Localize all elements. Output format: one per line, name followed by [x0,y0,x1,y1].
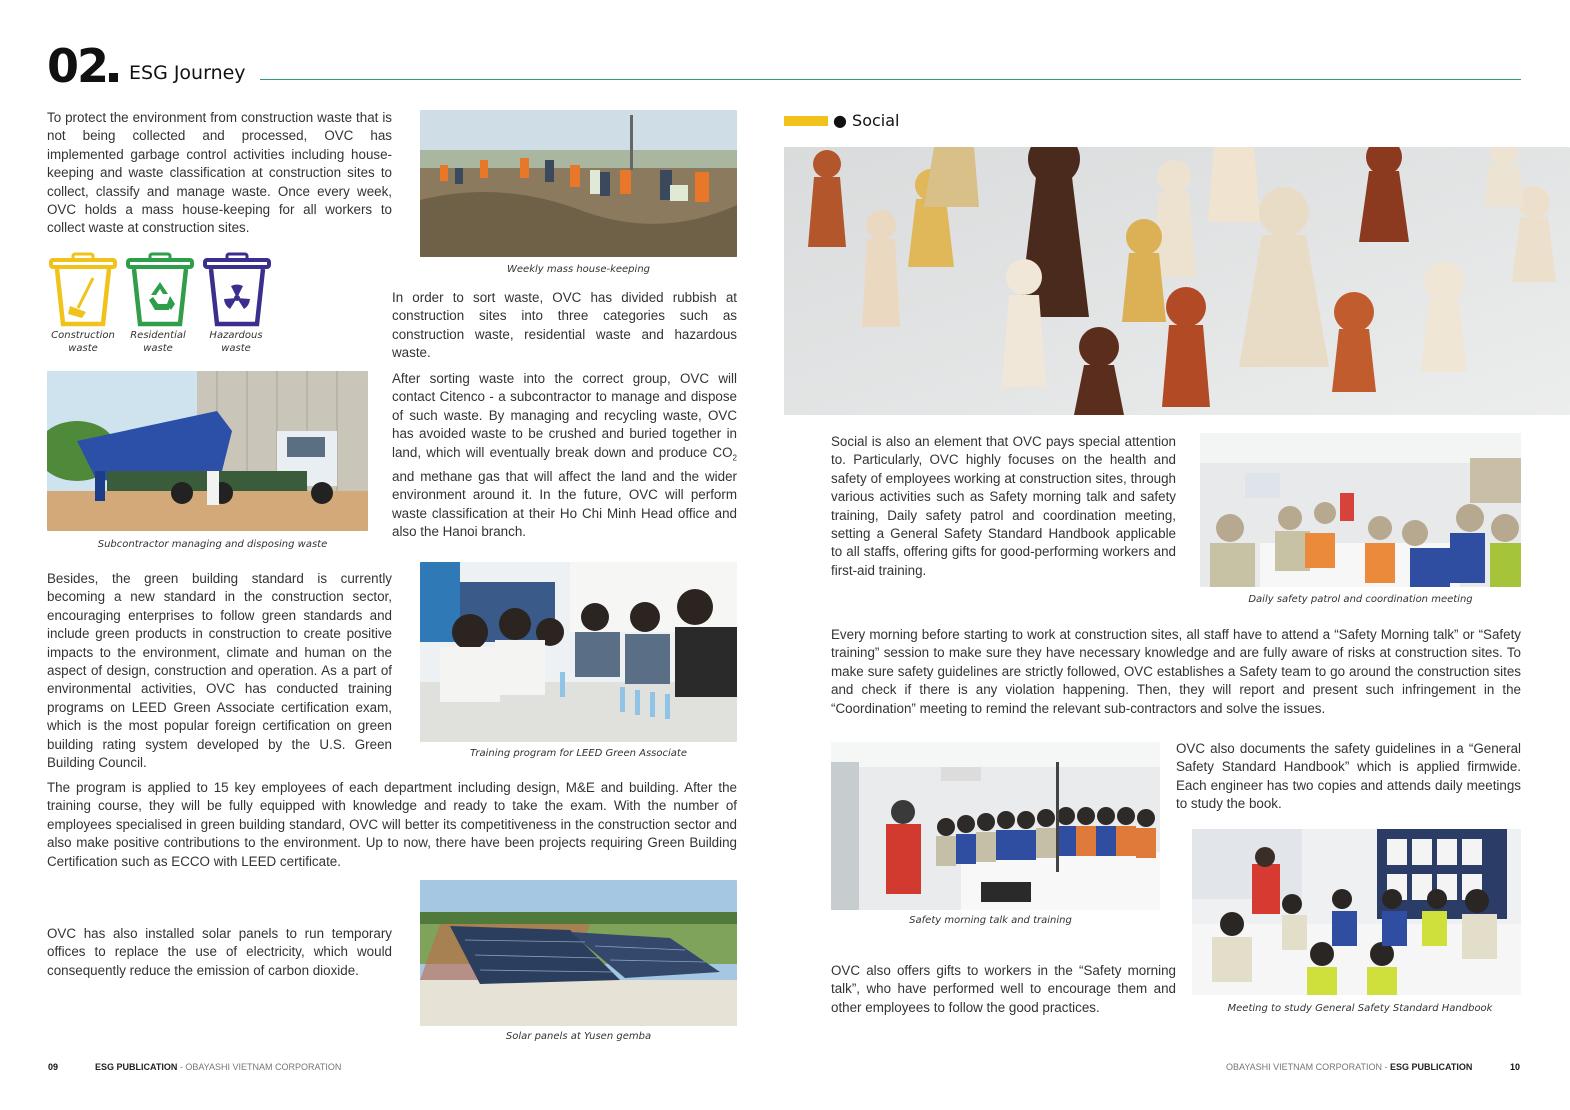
paragraph-morning-talk: Every morning before starting to work at construction sites, all staff have to attend a “Safety Morning talk” or “Safety training” session to make sure they have necessary knowledge and are fully aware of risks at construction sites. To make sure safety guidelines are strictly followed, OVC establishes a Safety team to go around the construction sites and check if there is any violation happening. Then, they will report and present such infringement in the “Coordination” meeting to remind the relevant sub-contractors and solve the issues. [831,627,1521,716]
footer-right-publication: ESG PUBLICATION [1390,1062,1473,1072]
photo-daily-patrol [1200,433,1521,587]
hazardous-waste-bin [202,252,272,328]
bin-label-construction: Construction waste [51,330,115,354]
caption-safety-morning-talk: Safety morning talk and training [909,915,1072,926]
paragraph-handbook: OVC also documents the safety guidelines in a “General Safety Standard Handbook” which is applied firmwide. Each engineer has two copies and attends daily meetings to study the book. [1176,741,1521,812]
section-number [47,38,118,94]
caption-leed-training: Training program for LEED Green Associate [470,748,687,759]
broom-icon [48,252,118,328]
paragraph-gifts: OVC also offers gifts to workers in the “Safety morning talk”, who have performed well to encourage them and other employees to follow the good practices. [831,963,1176,1015]
footer-right [1226,1062,1472,1072]
section-number-dot [109,73,118,82]
paragraph-social-intro: Social is also an element that OVC pays special attention to. Particularly, OVC highly focuses on the health and safety of employees working at construction sites, through various activities such as Safety morning talk and safety training, Daily safety patrol and coordination meeting, setting a General Safety Standard Handbook applicable to all staffs, offering gifts for good-performing workers and first-aid training. [831,434,1176,578]
header-rule [260,79,1521,80]
bullet-dot: ● [833,111,853,130]
paragraph-citenco [392,370,737,541]
radiation-icon [202,252,272,328]
social-heading-text: Social [852,111,900,130]
residential-waste-bin [125,252,195,328]
paragraph-sort-waste: In order to sort waste, OVC has divided rubbish at construction sites into three categories such as construction waste, residential waste and hazardous waste. [392,290,737,361]
footer-left-separator: - [177,1062,186,1072]
construction-waste-bin [48,252,118,328]
page-number-left: 09 [48,1062,59,1072]
footer-right-separator: - [1382,1062,1391,1072]
paragraph-housekeeping: To protect the environment from construction waste that is not being collected and processed, OVC has implemented garbage control activities including house-keeping and waste classification at construction sites to collect, classify and manage waste. Once every week, OVC holds a mass house-keeping for all workers to collect waste at construction sites. [47,110,392,236]
footer-left [95,1062,341,1072]
photo-solar-panels [420,880,737,1026]
footer-left-publication: ESG PUBLICATION [95,1062,178,1072]
caption-solar: Solar panels at Yusen gemba [505,1031,652,1042]
caption-weekly-housekeeping: Weekly mass house-keeping [507,264,650,275]
page-number-right: 10 [1510,1062,1521,1072]
photo-wooden-figures [784,147,1570,415]
photo-safety-morning-talk [831,742,1160,910]
photo-weekly-housekeeping [420,110,737,257]
photo-subcontractor-truck [47,371,368,531]
photo-leed-training [420,562,737,742]
footer-right-corporation: OBAYASHI VIETNAM CORPORATION [1226,1062,1383,1072]
paragraph-green-building: Besides, the green building standard is currently becoming a new standard in the construction sector, encouraging enterprises to follow green standards and include green products in construction to create positive impacts to the environment, climate and human on the aspect of design, construction and operation. As a part of environmental activities, OVC has conducted training programs on LEED Green Associate certification exam, which is the most popular foreign certification on green building rating system developed by the U.S. Green Building Council. [47,571,392,771]
co2-subscript: 2 [732,453,737,463]
paragraph-program: The program is applied to 15 key employees of each department including design, M&E and building. After the training course, they will be fully equipped with knowledge and ready to take the exam. With the number of employees specialised in green building standard, OVC will better its competitiveness in the construction sector and also make positive contributions to the environment. Up to now, there have been projects requiring Green Building Certification such as ECCO with LEED certificate. [47,780,737,869]
caption-subcontractor: Subcontractor managing and disposing waste [97,539,328,550]
social-accent-bar [784,116,828,126]
caption-daily-patrol: Daily safety patrol and coordination meeting [1248,594,1473,605]
recycle-icon [125,252,195,328]
paragraph-citenco-part1: After sorting waste into the correct group, OVC will contact Citenco - a subcontractor to manage and dispose of such waste. By managing and recycling waste, OVC has avoided waste to be crushed and buried together in land, which will eventually break down and produce CO [392,371,737,460]
social-heading [833,111,899,130]
section-title: ESG Journey [129,62,246,84]
photo-handbook-meeting [1192,829,1521,995]
bin-label-hazardous: Hazardous waste [209,330,263,354]
paragraph-citenco-part2: and methane gas that will affect the land and the wider environment around it. In the future, OVC will perform waste classification at their Ho Chi Minh Head office and also the Hanoi branch. [392,468,737,539]
paragraph-solar: OVC has also installed solar panels to run temporary offices to replace the use of electricity, which would consequently reduce the emission of carbon dioxide. [47,926,392,978]
bin-label-residential: Residential waste [130,330,186,354]
caption-handbook-meeting: Meeting to study General Safety Standard Handbook [1227,1003,1493,1014]
section-number-text: 02 [47,39,108,93]
footer-left-corporation: OBAYASHI VIETNAM CORPORATION [185,1062,342,1072]
